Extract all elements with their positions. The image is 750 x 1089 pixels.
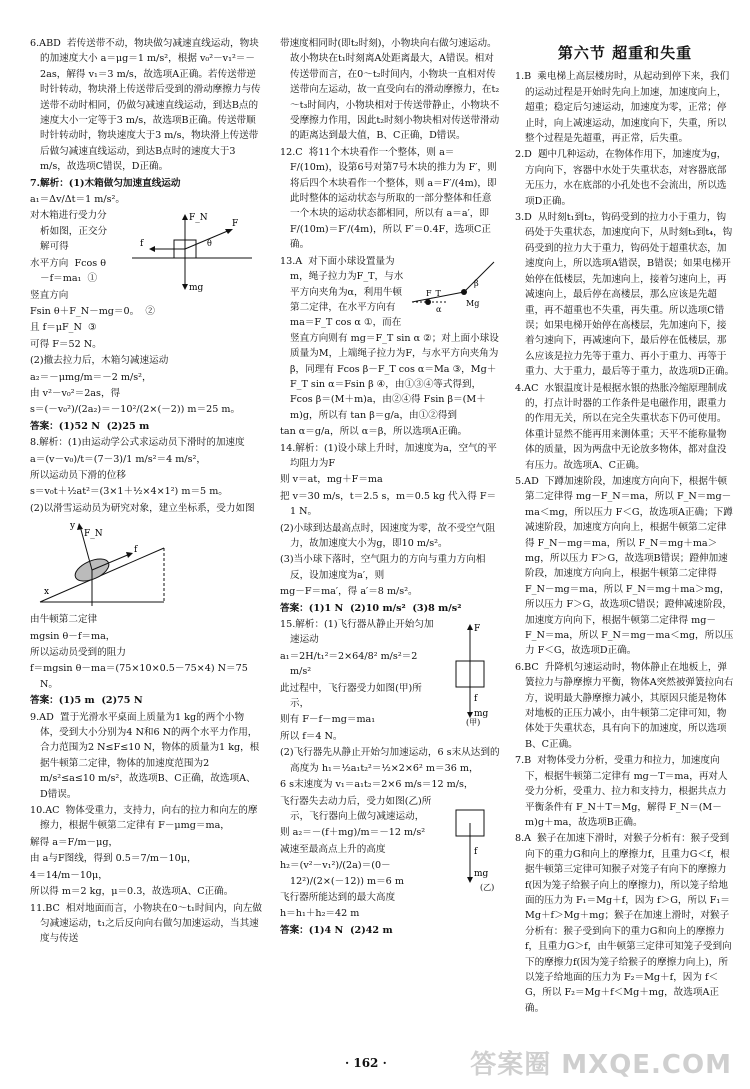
fig-label: y: [70, 521, 76, 532]
answer-q7-line: (2)撤去拉力后，木箱匀减速运动: [30, 355, 169, 367]
section-title: 第六节 超重和失重: [557, 44, 693, 62]
answer-q8-line: (2)以滑雪运动员为研究对象，建立坐标系，受力如图: [30, 502, 255, 514]
answer-s6-q4: 4.AC 水银温度计是根据水银的热胀冷缩原理制成的，打点计时器的工作条件是电磁作用，跟重力的作用无关，所以在完全失重状态下仍可使用。体重计显然不能再用来测体重；天平不能称量物体的质量，因为两盘中无论放多物体，都对盘没有压力。故选项A、C正确。: [515, 382, 727, 471]
fig-label: F: [232, 219, 239, 230]
fig-label: F_N: [189, 213, 208, 224]
answer-column-2: [280, 36, 500, 939]
fig-label: f: [474, 846, 478, 857]
answer-s6-q1: 1.B 乘电梯上高层楼房时，从起动到停下来，我们的运动过程是开始时先向上加速，加速度向上，超重；稳定后匀速运动，加速度为零，正常；停止时，向上减速运动，加速度向下，失重，所以整个过程是先超重，再正常，后失重。: [515, 71, 730, 145]
answer-q7-line: 且 f＝μF_N ③: [30, 322, 97, 334]
fig-label: (乙): [480, 882, 495, 892]
fig-label: mg: [474, 709, 489, 720]
answer-column-3: [515, 36, 735, 1017]
answer-q11-cont: 带速度相同时(即t₂时刻)，小物块向右做匀速运动。故小物块在t₁时刻离A处距离最大，A错误。相对传送带而言，在0～t₂时间内，小物块一直相对传送带向左运动，故一直受向右的滑动摩擦力，在t₂～t₃时间内，小物块相对于传送带静止，小物块不受摩擦力作用，因此t₂时刻小物块相对传送带滑动的距离达到最大值，B、C正确，D错误。: [280, 38, 500, 142]
answer-q15-line: 6 s末速度为 v₁＝a₁t₂＝2×6 m/s＝12 m/s，: [280, 779, 474, 791]
answer-s6-q3: 3.D 从时刻t₁到t₂，钩码受到的拉力小于重力，钩码处于失重状态，加速度向下，从时刻t₃到t₄，钩码受到的拉力大于重力，钩码处于超重状态，加速度向上，所以选项A错误，B错误；如果电梯开始停在低楼层，先加速向上，接着匀速向上，再减速向上，最后停在高楼层，那么应该是先超重，再不超重也不失重，再失重。所以选项C错误；如果电梯开始停在高楼层，先加速向下，接着匀速向下，再减速向下，最后停在低楼层，那么应该是拉力先等于重力、再小于重力、再等于重力、大于重力，最后等于重力，故选项D正确。: [515, 212, 735, 378]
answer-q7-line: a₁＝Δv/Δt＝1 m/s²。: [30, 194, 125, 206]
answer-q8-line: 所以运动员受到的阻力: [30, 647, 126, 658]
answer-q7-line: 竖直方向: [30, 289, 69, 301]
answer-q8-line: a＝(v－v₀)/t＝(7－3)/1 m/s²＝4 m/s²，: [30, 453, 206, 465]
answer-q15-line: (2)飞行器先从静止开始匀加速运动，6 s末从达到的高度为 h₁＝½a₁t₂²＝½×2×6² m＝36 m，: [280, 747, 500, 774]
answer-q14-line: 则 v＝at，mg＋F＝ma: [280, 474, 383, 486]
fig-label: β: [474, 278, 479, 288]
answer-q7-line: 对木箱进行受力分析如图，正交分解可得: [30, 210, 108, 253]
answer-q14-result: 答案：(1)1 N (2)10 m/s² (3)8 m/s²: [280, 602, 462, 614]
answer-q8-line: 所以运动员下滑的位移: [30, 469, 126, 481]
fig-label: Mg: [466, 298, 480, 308]
watermark-logo: 答案圈 MXQE.COM: [470, 1050, 732, 1080]
two-balls-force-diagram: [408, 256, 500, 322]
answer-q7-title: 7.解析：(1)木箱做匀加速直线运动: [30, 177, 181, 189]
answer-q10-line: 由 a与F图线，得到 0.5＝7/m－10μ，: [30, 853, 197, 865]
fig-label: x: [44, 587, 50, 598]
fig-label: F: [474, 624, 481, 635]
answer-q15-line: 则 a₂＝－(f＋mg)/m＝－12 m/s²: [280, 827, 426, 839]
fig-label: f: [140, 239, 144, 250]
answer-q15-line: 此过程中，飞行器受力如图(甲)所示，: [280, 682, 422, 710]
answer-column-1: [30, 36, 262, 948]
answer-q14-line: (3)当小球下落时，空气阻力的方向与重力方向相反，设加速度为a′，则: [280, 554, 486, 581]
answer-s6-q7: 7.B 对物体受力分析，受重力和拉力，加速度向下，根据牛顿第二定律有 mg－T＝ma，再对人受力分析，受重力、拉力和支持力，根据共点力平衡条件有 F_N＋T＝Mg，解得 F_N＝(M－m)g＋ma，故选项B正确。: [515, 755, 728, 828]
answer-q11: 11.BC 相对地面而言，小物块在0～t₁时间内，向左做匀减速运动，t₁之后反向向右做匀加速运动，当其速度与传送: [30, 902, 263, 945]
answer-q15-line: 飞行器所能达到的最大高度: [280, 891, 396, 903]
answer-q8-title: 8.解析：(1)由运动学公式求运动员下滑时的加速度: [30, 437, 245, 449]
answer-q7-result: 答案：(1)52 N (2)25 m: [30, 420, 150, 432]
answer-q10-line: 解得 a＝F/m－μg，: [30, 836, 119, 848]
answer-q10-line: 4＝14/m－10μ，: [30, 869, 108, 881]
answer-q10-line: 所以得 m＝2 kg，μ＝0.3，故选项A、C正确。: [30, 886, 234, 898]
fig-label: F_N: [84, 529, 103, 540]
answer-q8-line: 由牛顿第二定律: [30, 614, 98, 626]
answer-q13: 13.A 对下面小球设置量为m，绳子拉力为F_T，与水平方向夹角为α，利用牛顿第二定律，在水平方向有 ma＝F_T cos α ①，而在竖直方向则有 mg＝F_T sin α ②；对上面小球设质量为M，上端绳子拉力为F，与水平方向夹角为β，同理有 Fcos β－F_T cos α＝Ma ③，Mg＋F_T sin α＝Fsin β ④，由①③④等式得到，Fcos β＝(M＋m)a，由②④得 Fsin β＝(M＋m)g，所以有 tan β＝g/a，由①②得到: [280, 255, 499, 421]
fig-label: f: [134, 545, 138, 556]
answer-s6-q6: 6.BC 升降机匀速运动时，物体静止在地板上，弹簧拉力与静摩擦力平衡，物体A突然被弹簧拉向右方，说明最大静摩擦力减小，其原因只能是物体对地板的正压力减小，由牛顿第二定律可知，物体处于失重状态，具有向下的加速度，所以选项B、C正确。: [515, 661, 734, 750]
answer-q14-line: mg－F＝ma′，得 a′＝8 m/s²。: [280, 586, 418, 598]
crate-force-diagram: [112, 210, 262, 294]
answer-q14-line: 把 v＝30 m/s，t＝2.5 s，m＝0.5 kg 代入得 F＝1 N。: [280, 490, 497, 518]
answer-q13-line: tan α＝g/a，所以 α＝β，所以选项A正确。: [280, 426, 468, 438]
aircraft-force-diagram-b: [440, 796, 500, 892]
answer-q15: 15.解析：(1)飞行器从静止开始匀加速运动: [280, 619, 434, 646]
page-number: · 162 ·: [345, 1056, 387, 1070]
answer-q15-line: 飞行器失去动力后，受力如图(乙)所示，飞行器向上做匀减速运动，: [280, 795, 432, 822]
fig-label: θ: [207, 239, 212, 249]
fig-label: f: [474, 694, 478, 705]
answer-q8-result: 答案：(1)5 m (2)75 N: [30, 695, 143, 707]
answer-q15-line: 所以 f＝4 N。: [280, 730, 343, 742]
answer-q15-result: 答案：(1)4 N (2)42 m: [280, 924, 393, 936]
fig-label: (甲): [466, 718, 481, 728]
fig-label: F_T: [426, 288, 441, 298]
answer-q7-line: 可得 F＝52 N。: [30, 338, 102, 350]
answer-q14-line: (2)小球到达最高点时，因速度为零，故不受空气阻力，故加速度大小为g，即10 m/s²。: [280, 522, 496, 549]
fig-label: mg: [474, 868, 489, 879]
skier-force-diagram: [30, 518, 170, 610]
answer-q15-line: h₂＝(v²－v₁²)/(2a)＝(0－12²)/(2×(－12)) m＝6 m: [280, 860, 404, 887]
answer-q12: 12.C 将11个木块看作一个整体，则 a＝F/(10m)，设第6号对第7号木块的推力为 F′，则将后四个木块看作一个整体，则 a＝F′/(4m)，即此时整体的运动状态与所取的一部分整体和任意一个木块的运动状态都相同，所以有 a＝a′，即 F/(10m)＝F′/(4m)，所以 F′＝0.4F，选项C正确。: [280, 146, 497, 251]
answer-q7-line: 水平方向 Fcos θ－f＝ma₁ ①: [30, 257, 107, 285]
answer-q10: 10.AC 物体受重力，支持力，向右的拉力和向左的摩擦力，根据牛顿第二定律有 F－μmg＝ma，: [30, 805, 258, 832]
fig-label: mg: [189, 283, 204, 294]
answer-q7-line: s＝(－v₀²)/(2a₂)＝－10²/(2×(－2)) m＝25 m。: [30, 404, 241, 416]
answer-q8-line: mgsin θ－f＝ma，: [30, 630, 116, 642]
answer-q15-line: 则有 F－f－mg＝ma₁: [280, 714, 376, 726]
answer-q14: 14.解析：(1)设小球上升时，加速度为a，空气的平均阻力为F: [280, 442, 497, 469]
answer-q15-line: a₁＝2H/t₁²＝2×64/8² m/s²＝2 m/s²: [280, 650, 421, 678]
answer-q7-line: Fsin θ＋F_N－mg＝0。 ②: [30, 305, 155, 317]
answer-q7-line: a₂＝－μmg/m＝－2 m/s²，: [30, 371, 152, 383]
answer-q15-line: 减速至最高点上升的高度: [280, 843, 386, 855]
answer-q15-line: h＝h₁＋h₂＝42 m: [280, 908, 360, 920]
answer-s6-q2: 2.D 题中几种运动，在物体作用下，加速度为g，方向向下，容器中水处于失重状态，对容器底部无压力，水在底部的小孔处也不会流出，所以选项D正确。: [515, 149, 727, 207]
fig-label: α: [436, 304, 442, 314]
aircraft-force-diagram-a: [440, 619, 500, 727]
answer-q9: 9.AD 置于光滑水平桌面上质量为1 kg的两个小物体，受到大小分别为4 N和6 N的两个水平力作用，合力范围为2 N≤F≤10 N，物体的质量为1 kg，根据牛顿第二定律，物体的加速度范围为2 m/s²≤a≤10 m/s²，故选项B、C正确，故选项A、D错误。: [30, 711, 260, 800]
answer-q6: 6.ABD 若传送带不动，物块做匀减速直线运动，物块的加速度大小 a＝μg＝1 m/s²，根据 v₀²－v₁²＝－2as，解得 v₁＝3 m/s，故选项A正确。若传送带逆时针转动，物块滑上传送带后受到的滑动摩擦力与传送带不动时相同，仍做匀减速直线运动，到达B点的速度大小一定等于3 m/s，故选项B正确。传送带顺时针转动时，物块速度大于3 m/s，物块滑上传送带后做匀减速直线运动，到达B点时的速度大于3 m/s，故选项C错误，D正确。: [30, 38, 261, 173]
answer-s6-q8: 8.A 猴子在加速下滑时，对猴子分析有：猴子受到向下的重力G和向上的摩擦力f，且重力G＜f，根据牛顿第三定律可知猴子对笼子有向下的摩擦力f(因为笼子给猴子向上的摩擦力)，所以笼子给地面的压力为 F₁＝Mg＋f，因为 f＞G，所以 F₁＝Mg＋f＞Mg＋mg；猴子在加速上滑时，对猴子分析有：猴子受到向下的重力G和向上的摩擦力f，且重力G＞f，由牛顿第三定律可知笼子受到向下的摩擦力f(因为笼子给猴子的摩擦力向上)，所以笼子给地面的压力为 F₂＝Mg＋f，因为 f＜G，所以 F₂＝Mg＋f＜Mg＋mg，故选项A正确。: [515, 833, 732, 1014]
answer-q8-line: s＝v₀t＋½at²＝(3×1＋½×4×1²) m＝5 m。: [30, 486, 228, 498]
answer-s6-q5: 5.AD 下蹲加速阶段，加速度方向向下，根据牛顿第二定律得 mg－F_N＝ma，所以 F_N＝mg－ma＜mg，所以压力 F＜G，故选项A正确；下蹲减速阶段，加速度方向向上，根据牛顿第二定律得 F_N－mg＝ma，所以 F_N＝mg＋ma＞mg，所以压力 F＞G，故选项B错误；蹬伸加速阶段，加速度方向向上，根据牛顿第二定律得 F_N－mg＝ma，所以 F_N＝mg＋ma＞mg，所以压力 F＞G，故选项C错误；蹬伸减速阶段，加速度方向向下，根据牛顿第二定律得 mg－F_N＝ma，所以 F_N＝mg－ma＜mg，所以压力 F＜G，故选项D正确。: [515, 475, 734, 657]
answer-q7-line: 由 v²－v₀²＝2as，得: [30, 387, 121, 399]
answer-q8-line: f＝mgsin θ－ma＝(75×10×0.5－75×4) N＝75 N。: [30, 663, 251, 690]
